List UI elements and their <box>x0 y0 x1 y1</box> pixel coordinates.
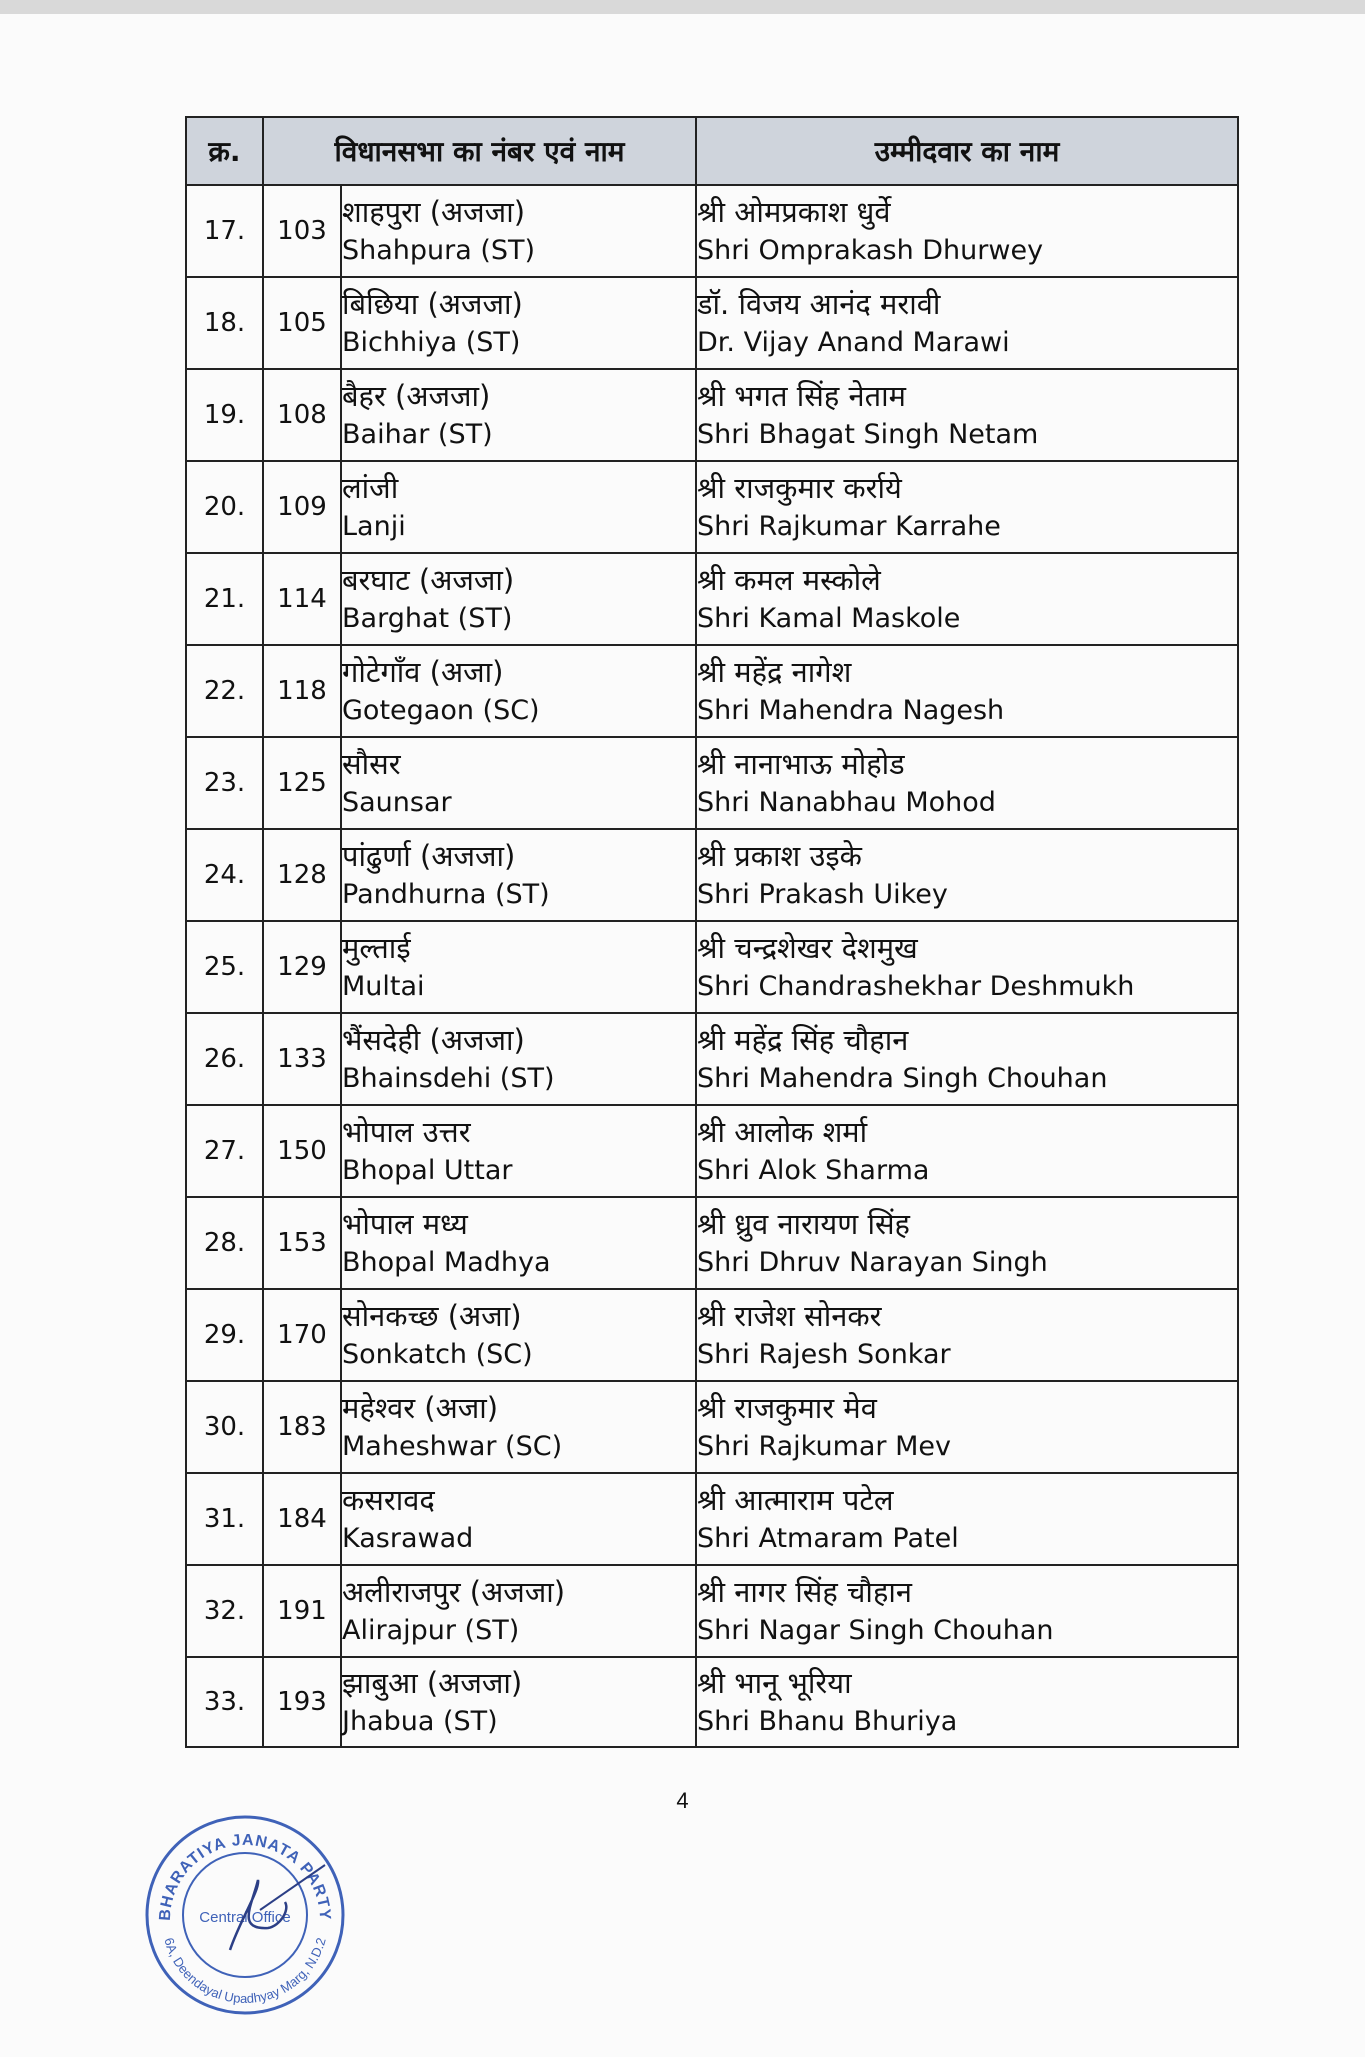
table-header-row <box>186 117 1238 185</box>
svg-text:6A, Deendayal Upadhyay Marg, N <box>161 1936 328 2006</box>
constituency-number-cell: 118 <box>263 645 341 737</box>
candidate-name-hindi: श्री भानू भूरिया <box>697 1666 852 1700</box>
candidate-name-hindi: श्री चन्द्रशेखर देशमुख <box>697 931 918 965</box>
candidate-name-cell <box>696 1197 1238 1289</box>
constituency-name-hindi: गोटेगाँव (अजा) <box>342 655 504 689</box>
constituency-number-cell: 133 <box>263 1013 341 1105</box>
constituency-number-cell: 170 <box>263 1289 341 1381</box>
constituency-name-hindi: सौसर <box>342 747 401 781</box>
constituency-name-cell <box>341 1105 696 1197</box>
serial-cell: 28. <box>186 1197 263 1289</box>
constituency-name-cell <box>341 737 696 829</box>
constituency-name-hindi: भैंसदेही (अजजा) <box>342 1023 525 1057</box>
constituency-name-hindi: कसरावद <box>342 1483 435 1517</box>
serial-cell: 33. <box>186 1657 263 1747</box>
table-row <box>186 369 1238 461</box>
constituency-name-english: Bhainsdehi (ST) <box>342 1063 555 1094</box>
constituency-number-cell: 193 <box>263 1657 341 1747</box>
candidate-name-hindi: श्री महेंद्र नागेश <box>697 655 852 689</box>
serial-cell: 20. <box>186 461 263 553</box>
constituency-name-english: Lanji <box>342 511 406 542</box>
constituency-name-cell <box>341 277 696 369</box>
constituency-number-cell: 109 <box>263 461 341 553</box>
candidate-name-cell <box>696 277 1238 369</box>
candidate-name-cell <box>696 829 1238 921</box>
candidate-name-hindi: श्री ओमप्रकाश धुर्वे <box>697 195 891 229</box>
constituency-name-english: Bhopal Uttar <box>342 1155 513 1186</box>
party-seal-stamp <box>140 1810 350 2020</box>
serial-cell: 24. <box>186 829 263 921</box>
constituency-name-cell <box>341 921 696 1013</box>
candidate-name-cell <box>696 1013 1238 1105</box>
constituency-name-english: Shahpura (ST) <box>342 235 536 266</box>
constituency-number-cell: 114 <box>263 553 341 645</box>
candidate-name-english: Shri Prakash Uikey <box>697 879 948 910</box>
header-candidate: उम्मीदवार का नाम <box>696 117 1238 185</box>
constituency-name-hindi: झाबुआ (अजजा) <box>342 1666 523 1700</box>
candidate-name-cell <box>696 185 1238 277</box>
candidate-name-hindi: श्री ध्रुव नारायण सिंह <box>697 1207 910 1241</box>
serial-cell: 18. <box>186 277 263 369</box>
constituency-name-english: Bhopal Madhya <box>342 1247 551 1278</box>
candidate-name-hindi: श्री राजेश सोनकर <box>697 1299 882 1333</box>
candidate-name-english: Shri Chandrashekhar Deshmukh <box>697 971 1135 1002</box>
constituency-name-hindi: शाहपुरा (अजजा) <box>342 195 526 229</box>
serial-cell: 26. <box>186 1013 263 1105</box>
constituency-number-cell: 183 <box>263 1381 341 1473</box>
candidate-name-english: Shri Dhruv Narayan Singh <box>697 1247 1048 1278</box>
constituency-number-cell: 153 <box>263 1197 341 1289</box>
serial-cell: 21. <box>186 553 263 645</box>
constituency-name-cell <box>341 1289 696 1381</box>
serial-cell: 19. <box>186 369 263 461</box>
seal-center-text: Central Office <box>199 1909 291 1926</box>
header-constituency: विधानसभा का नंबर एवं नाम <box>263 117 696 185</box>
candidate-name-english: Shri Omprakash Dhurwey <box>697 235 1044 266</box>
seal-top-text: BHARATIYA JANATA PARTY <box>156 1831 334 1922</box>
candidate-name-cell <box>696 369 1238 461</box>
table-row <box>186 553 1238 645</box>
constituency-name-cell <box>341 1473 696 1565</box>
table-row <box>186 1197 1238 1289</box>
candidate-name-cell <box>696 1657 1238 1747</box>
candidate-name-cell <box>696 1381 1238 1473</box>
serial-cell: 27. <box>186 1105 263 1197</box>
serial-cell: 31. <box>186 1473 263 1565</box>
candidate-name-cell <box>696 461 1238 553</box>
candidate-name-hindi: श्री भगत सिंह नेताम <box>697 379 906 413</box>
candidate-name-hindi: डॉ. विजय आनंद मरावी <box>697 287 941 321</box>
candidate-name-cell <box>696 737 1238 829</box>
constituency-number-cell: 150 <box>263 1105 341 1197</box>
constituency-number-cell: 184 <box>263 1473 341 1565</box>
constituency-name-cell <box>341 1197 696 1289</box>
constituency-name-hindi: भोपाल मध्य <box>342 1207 468 1241</box>
serial-cell: 25. <box>186 921 263 1013</box>
table-row <box>186 1105 1238 1197</box>
constituency-number-cell: 108 <box>263 369 341 461</box>
constituency-name-cell <box>341 829 696 921</box>
constituency-name-english: Multai <box>342 971 425 1002</box>
candidate-name-hindi: श्री आत्माराम पटेल <box>697 1483 894 1517</box>
table-row <box>186 1657 1238 1747</box>
serial-cell: 32. <box>186 1565 263 1657</box>
candidate-name-english: Shri Atmaram Patel <box>697 1523 959 1554</box>
table-row <box>186 645 1238 737</box>
serial-cell: 30. <box>186 1381 263 1473</box>
constituency-name-cell <box>341 645 696 737</box>
constituency-name-english: Alirajpur (ST) <box>342 1615 520 1646</box>
table-row <box>186 1473 1238 1565</box>
candidate-name-english: Shri Bhagat Singh Netam <box>697 419 1039 450</box>
constituency-number-cell: 125 <box>263 737 341 829</box>
constituency-name-english: Bichhiya (ST) <box>342 327 521 358</box>
table-row <box>186 921 1238 1013</box>
table-row <box>186 461 1238 553</box>
table-row <box>186 829 1238 921</box>
constituency-name-cell <box>341 1657 696 1747</box>
constituency-name-hindi: बरघाट (अजजा) <box>342 563 515 597</box>
candidate-name-hindi: श्री राजकुमार मेव <box>697 1391 877 1425</box>
serial-cell: 23. <box>186 737 263 829</box>
page-number: 4 <box>676 1788 689 1813</box>
constituency-name-cell <box>341 1013 696 1105</box>
constituency-name-english: Maheshwar (SC) <box>342 1431 563 1462</box>
constituency-name-cell <box>341 461 696 553</box>
constituency-number-cell: 105 <box>263 277 341 369</box>
constituency-name-cell <box>341 185 696 277</box>
constituency-name-english: Jhabua (ST) <box>342 1706 498 1737</box>
candidate-list-table <box>185 116 1239 1748</box>
constituency-name-cell <box>341 1381 696 1473</box>
constituency-name-hindi: पांढुर्णा (अजजा) <box>342 839 516 873</box>
serial-cell: 17. <box>186 185 263 277</box>
table-row <box>186 277 1238 369</box>
constituency-name-english: Kasrawad <box>342 1523 474 1554</box>
constituency-name-hindi: बैहर (अजजा) <box>342 379 491 413</box>
constituency-name-english: Sonkatch (SC) <box>342 1339 533 1370</box>
constituency-name-hindi: भोपाल उत्तर <box>342 1115 471 1149</box>
constituency-name-cell <box>341 553 696 645</box>
candidate-name-english: Shri Kamal Maskole <box>697 603 961 634</box>
candidate-name-english: Dr. Vijay Anand Marawi <box>697 327 1010 358</box>
seal-bottom-text: 6A, Deendayal Upadhyay Marg, N.D.2 <box>161 1935 329 2007</box>
candidate-name-cell <box>696 645 1238 737</box>
candidate-name-cell <box>696 553 1238 645</box>
serial-cell: 22. <box>186 645 263 737</box>
candidate-name-english: Shri Mahendra Nagesh <box>697 695 1005 726</box>
constituency-number-cell: 191 <box>263 1565 341 1657</box>
constituency-number-cell: 128 <box>263 829 341 921</box>
candidate-name-hindi: श्री कमल मस्कोले <box>697 563 881 597</box>
constituency-name-hindi: मुल्ताई <box>342 931 411 965</box>
constituency-name-english: Baihar (ST) <box>342 419 493 450</box>
header-serial: क्र. <box>186 117 263 185</box>
candidate-name-english: Shri Bhanu Bhuriya <box>697 1706 958 1737</box>
candidate-name-cell <box>696 921 1238 1013</box>
candidate-name-cell <box>696 1473 1238 1565</box>
candidate-name-english: Shri Nagar Singh Chouhan <box>697 1615 1054 1646</box>
constituency-name-english: Pandhurna (ST) <box>342 879 550 910</box>
candidate-name-hindi: श्री नानाभाऊ मोहोड <box>697 747 905 781</box>
constituency-name-hindi: बिछिया (अजजा) <box>342 287 523 321</box>
constituency-number-cell: 103 <box>263 185 341 277</box>
candidate-name-cell <box>696 1289 1238 1381</box>
constituency-name-english: Saunsar <box>342 787 452 818</box>
table-row <box>186 737 1238 829</box>
candidate-name-hindi: श्री महेंद्र सिंह चौहान <box>697 1023 909 1057</box>
table-row <box>186 1013 1238 1105</box>
constituency-name-hindi: लांजी <box>342 471 399 505</box>
constituency-name-hindi: सोनकच्छ (अजा) <box>342 1299 522 1333</box>
constituency-name-english: Barghat (ST) <box>342 603 513 634</box>
constituency-name-english: Gotegaon (SC) <box>342 695 540 726</box>
table-row <box>186 1289 1238 1381</box>
candidate-name-english: Shri Alok Sharma <box>697 1155 930 1186</box>
constituency-name-cell <box>341 1565 696 1657</box>
table-row <box>186 185 1238 277</box>
constituency-number-cell: 129 <box>263 921 341 1013</box>
constituency-name-cell <box>341 369 696 461</box>
scan-top-edge <box>0 0 1365 14</box>
candidate-name-hindi: श्री राजकुमार कर्राये <box>697 471 902 505</box>
candidate-name-hindi: श्री आलोक शर्मा <box>697 1115 868 1149</box>
constituency-name-hindi: अलीराजपुर (अजजा) <box>342 1575 566 1609</box>
constituency-name-hindi: महेश्वर (अजा) <box>342 1391 499 1425</box>
candidate-name-english: Shri Rajkumar Mev <box>697 1431 951 1462</box>
candidate-name-hindi: श्री प्रकाश उइके <box>697 839 862 873</box>
table-row <box>186 1565 1238 1657</box>
candidate-name-hindi: श्री नागर सिंह चौहान <box>697 1575 912 1609</box>
candidate-name-english: Shri Rajkumar Karrahe <box>697 511 1001 542</box>
candidate-name-english: Shri Rajesh Sonkar <box>697 1339 951 1370</box>
candidate-name-cell <box>696 1105 1238 1197</box>
candidate-name-english: Shri Mahendra Singh Chouhan <box>697 1063 1108 1094</box>
candidate-name-english: Shri Nanabhau Mohod <box>697 787 996 818</box>
candidate-name-cell <box>696 1565 1238 1657</box>
serial-cell: 29. <box>186 1289 263 1381</box>
table-row <box>186 1381 1238 1473</box>
